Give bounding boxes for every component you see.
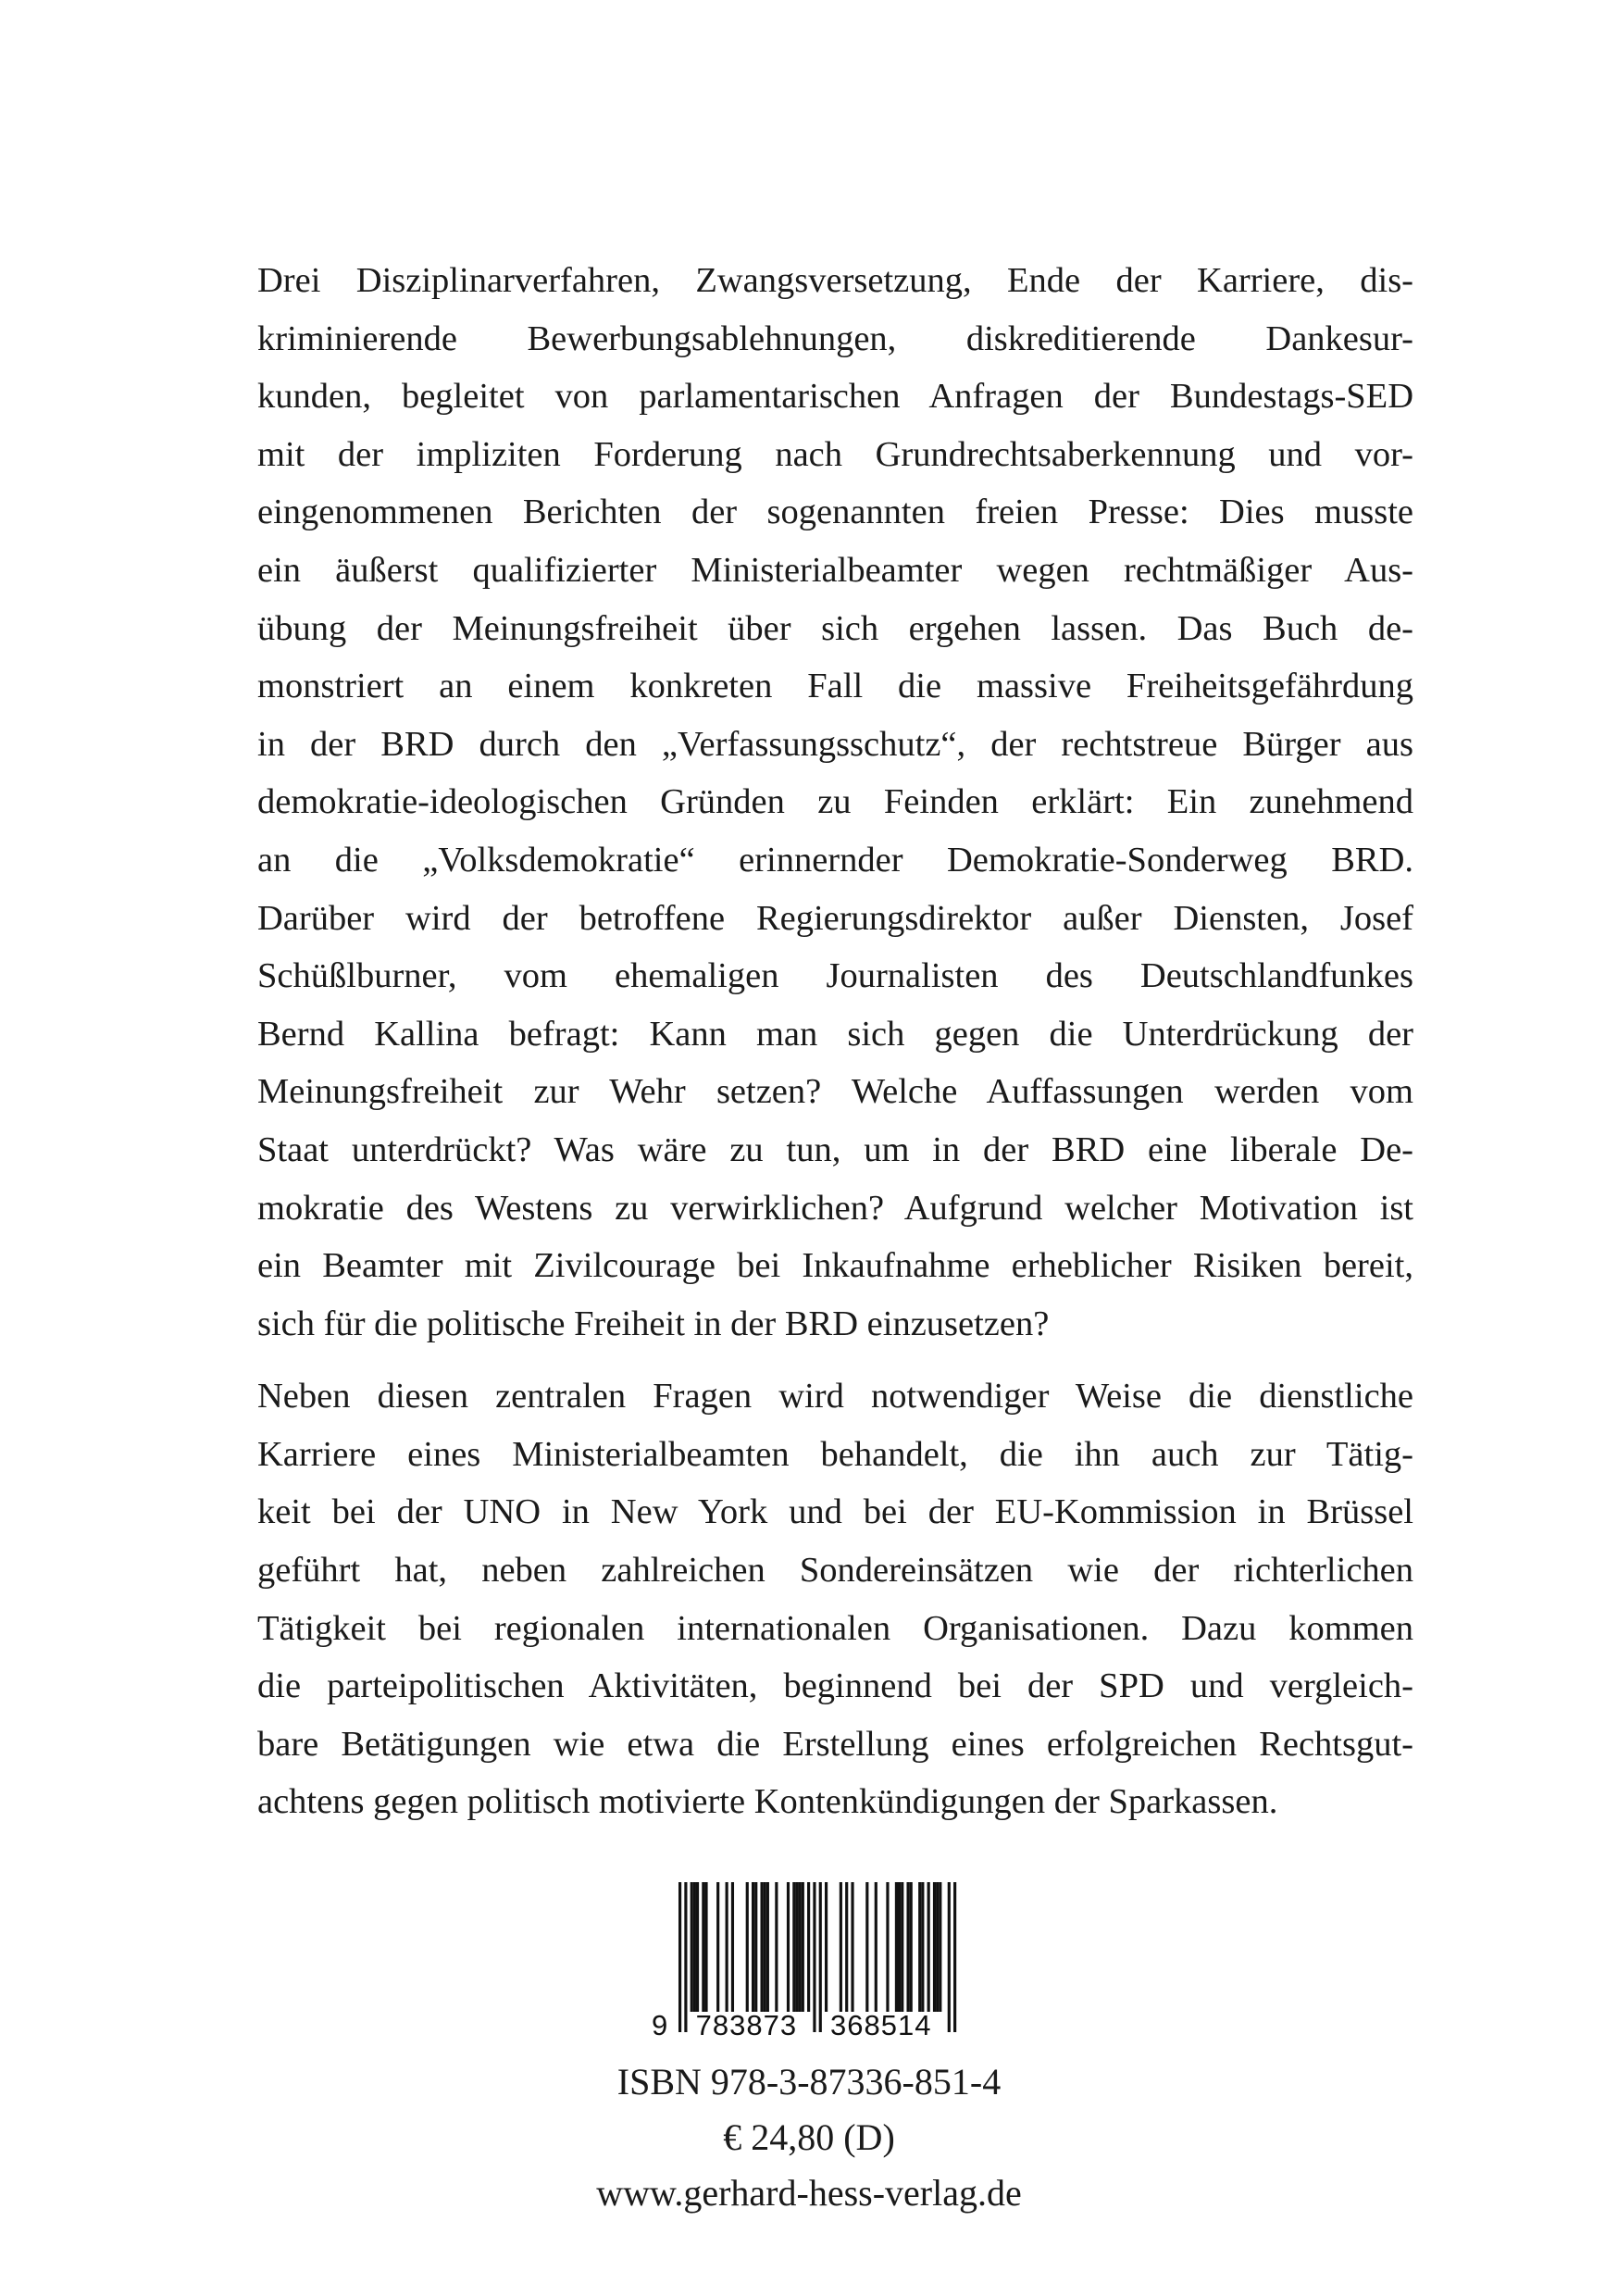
barcode-bar — [746, 1882, 749, 2012]
barcode-bar — [851, 1882, 853, 2012]
barcode-digits-left: 783873 — [695, 2009, 798, 2041]
barcode-bar — [766, 1882, 769, 2012]
blurb-line: ein äußerst qualifizierter Ministerialbeamter wegen rechtmäßiger Aus- — [257, 550, 1413, 590]
blurb-line: demokratie-ideologischen Gründen zu Feinden erklärt: Ein zunehmend — [257, 782, 1413, 822]
blurb-paragraph — [257, 252, 1413, 1353]
barcode-bar — [795, 1882, 798, 2012]
blurb-paragraph — [257, 1367, 1413, 1831]
barcode-bar — [684, 1882, 687, 2032]
barcode-bar — [752, 1882, 754, 2012]
blurb-line: Karriere eines Ministerialbeamten behandelt, die ihn auch zur Tätig- — [257, 1434, 1413, 1474]
isbn-barcode — [639, 1879, 990, 2041]
blurb-line: ein Beamter mit Zivilcourage bei Inkaufnahme erheblicher Risiken bereit, — [257, 1246, 1413, 1286]
blurb-line: keit bei der UNO in New York und bei der EU-Kommission in Brüssel — [257, 1492, 1413, 1532]
barcode-bars — [639, 1879, 990, 2041]
blurb-line: kriminierende Bewerbungsablehnungen, diskreditierende Dankesur- — [257, 318, 1413, 358]
blurb-line: Meinungsfreiheit zur Wehr setzen? Welche Auffassungen werden vom — [257, 1072, 1413, 1112]
barcode-bar — [921, 1882, 924, 2012]
barcode-bar — [807, 1882, 810, 2012]
barcode-bar — [819, 1882, 822, 2032]
isbn-text: ISBN 978-3-87336-851-4 — [616, 2061, 1002, 2103]
barcode-bar — [726, 1882, 728, 2012]
blurb-line: Schüßlburner, vom ehemaligen Journalisten des Deutschlandfunkes — [257, 956, 1413, 996]
barcode-bar — [865, 1882, 868, 2012]
blurb-line: achtens gegen politisch motivierte Kontenkündigungen der Sparkassen. — [257, 1782, 1278, 1822]
barcode-bar — [918, 1882, 921, 2012]
barcode-bar — [910, 1882, 913, 2012]
barcode-bar — [696, 1882, 699, 2012]
barcode-bar — [702, 1882, 704, 2012]
blurb-line: eingenommenen Berichten der sogenannten freien Presse: Dies musste — [257, 493, 1413, 532]
barcode-bar — [825, 1882, 828, 2012]
barcode-bar — [898, 1882, 901, 2012]
blurb-line: Darüber wird der betroffene Regierungsdirektor außer Diensten, Josef — [257, 898, 1413, 938]
barcode-bar — [693, 1882, 696, 2012]
barcode-bar — [933, 1882, 936, 2012]
blurb-line: Staat unterdrückt? Was wäre zu tun, um in der BRD eine liberale De- — [257, 1129, 1413, 1169]
barcode-bar — [939, 1882, 941, 2012]
barcode-digits-right: 368514 — [830, 2009, 932, 2041]
barcode-bar — [754, 1882, 757, 2012]
barcode-bar — [802, 1882, 804, 2012]
barcode-digit-first: 9 — [652, 2009, 668, 2041]
back-cover-blurb — [257, 252, 1413, 1846]
barcode-bar — [775, 1882, 778, 2012]
blurb-line: in der BRD durch den „Verfassungsschutz“, der rechtstreue Bürger aus — [257, 724, 1413, 764]
blurb-line: die parteipolitischen Aktivitäten, beginnend bei der SPD und vergleich- — [257, 1666, 1413, 1706]
barcode-bar — [787, 1882, 790, 2012]
barcode-bar — [716, 1882, 719, 2012]
blurb-line: Bernd Kallina befragt: Kann man sich gegen die Unterdrückung der — [257, 1014, 1413, 1054]
barcode-bar — [953, 1882, 956, 2032]
blurb-line: sich für die politische Freiheit in der BRD einzusetzen? — [257, 1304, 1050, 1343]
barcode-bar — [840, 1882, 842, 2012]
barcode-bar — [927, 1882, 930, 2012]
publisher-url[interactable]: www.gerhard-hess-verlag.de — [596, 2172, 1022, 2214]
barcode-bar — [760, 1882, 763, 2012]
blurb-line: Drei Disziplinarverfahren, Zwangsversetzung, Ende der Karriere, dis- — [257, 261, 1413, 300]
blurb-line: mit der impliziten Forderung nach Grundrechtsaberkennung und vor- — [257, 434, 1413, 474]
blurb-line: Neben diesen zentralen Fragen wird notwendiger Weise die dienstliche — [257, 1377, 1413, 1416]
barcode-bar — [678, 1882, 681, 2032]
barcode-bar — [936, 1882, 939, 2012]
barcode-bar — [886, 1882, 889, 2012]
barcode-bar — [704, 1882, 707, 2012]
barcode-bar — [731, 1882, 734, 2012]
blurb-line: an die „Volksdemokratie“ erinnernder Demokratie-Sonderweg BRD. — [257, 840, 1413, 880]
price-text: € 24,80 (D) — [723, 2116, 895, 2158]
blurb-line: übung der Meinungsfreiheit über sich ergehen lassen. Das Buch de- — [257, 608, 1413, 648]
barcode-bar — [895, 1882, 898, 2012]
barcode-bar — [948, 1882, 951, 2032]
barcode-bar — [799, 1882, 802, 2012]
blurb-line: geführt hat, neben zahlreichen Sondereinsätzen wie der richterlichen — [257, 1551, 1413, 1591]
barcode-bar — [906, 1882, 909, 2012]
barcode-bar — [764, 1882, 766, 2012]
barcode-bar — [813, 1882, 815, 2032]
blurb-line: Tätigkeit bei regionalen internationalen Organisationen. Dazu kommen — [257, 1608, 1413, 1648]
blurb-line: monstriert an einem konkreten Fall die massive Freiheitsgefährdung — [257, 667, 1413, 706]
barcode-bar — [691, 1882, 693, 2012]
barcode-bar — [845, 1882, 848, 2012]
barcode-bar — [901, 1882, 903, 2012]
barcode-bar — [792, 1882, 795, 2012]
blurb-line: kunden, begleitet von parlamentarischen Anfragen der Bundestags-SED — [257, 377, 1413, 417]
blurb-line: bare Betätigungen wie etwa die Erstellung eines erfolgreichen Rechtsgut- — [257, 1724, 1413, 1764]
blurb-line: mokratie des Westens zu verwirklichen? Aufgrund welcher Motivation ist — [257, 1188, 1413, 1228]
barcode-bar — [875, 1882, 877, 2012]
